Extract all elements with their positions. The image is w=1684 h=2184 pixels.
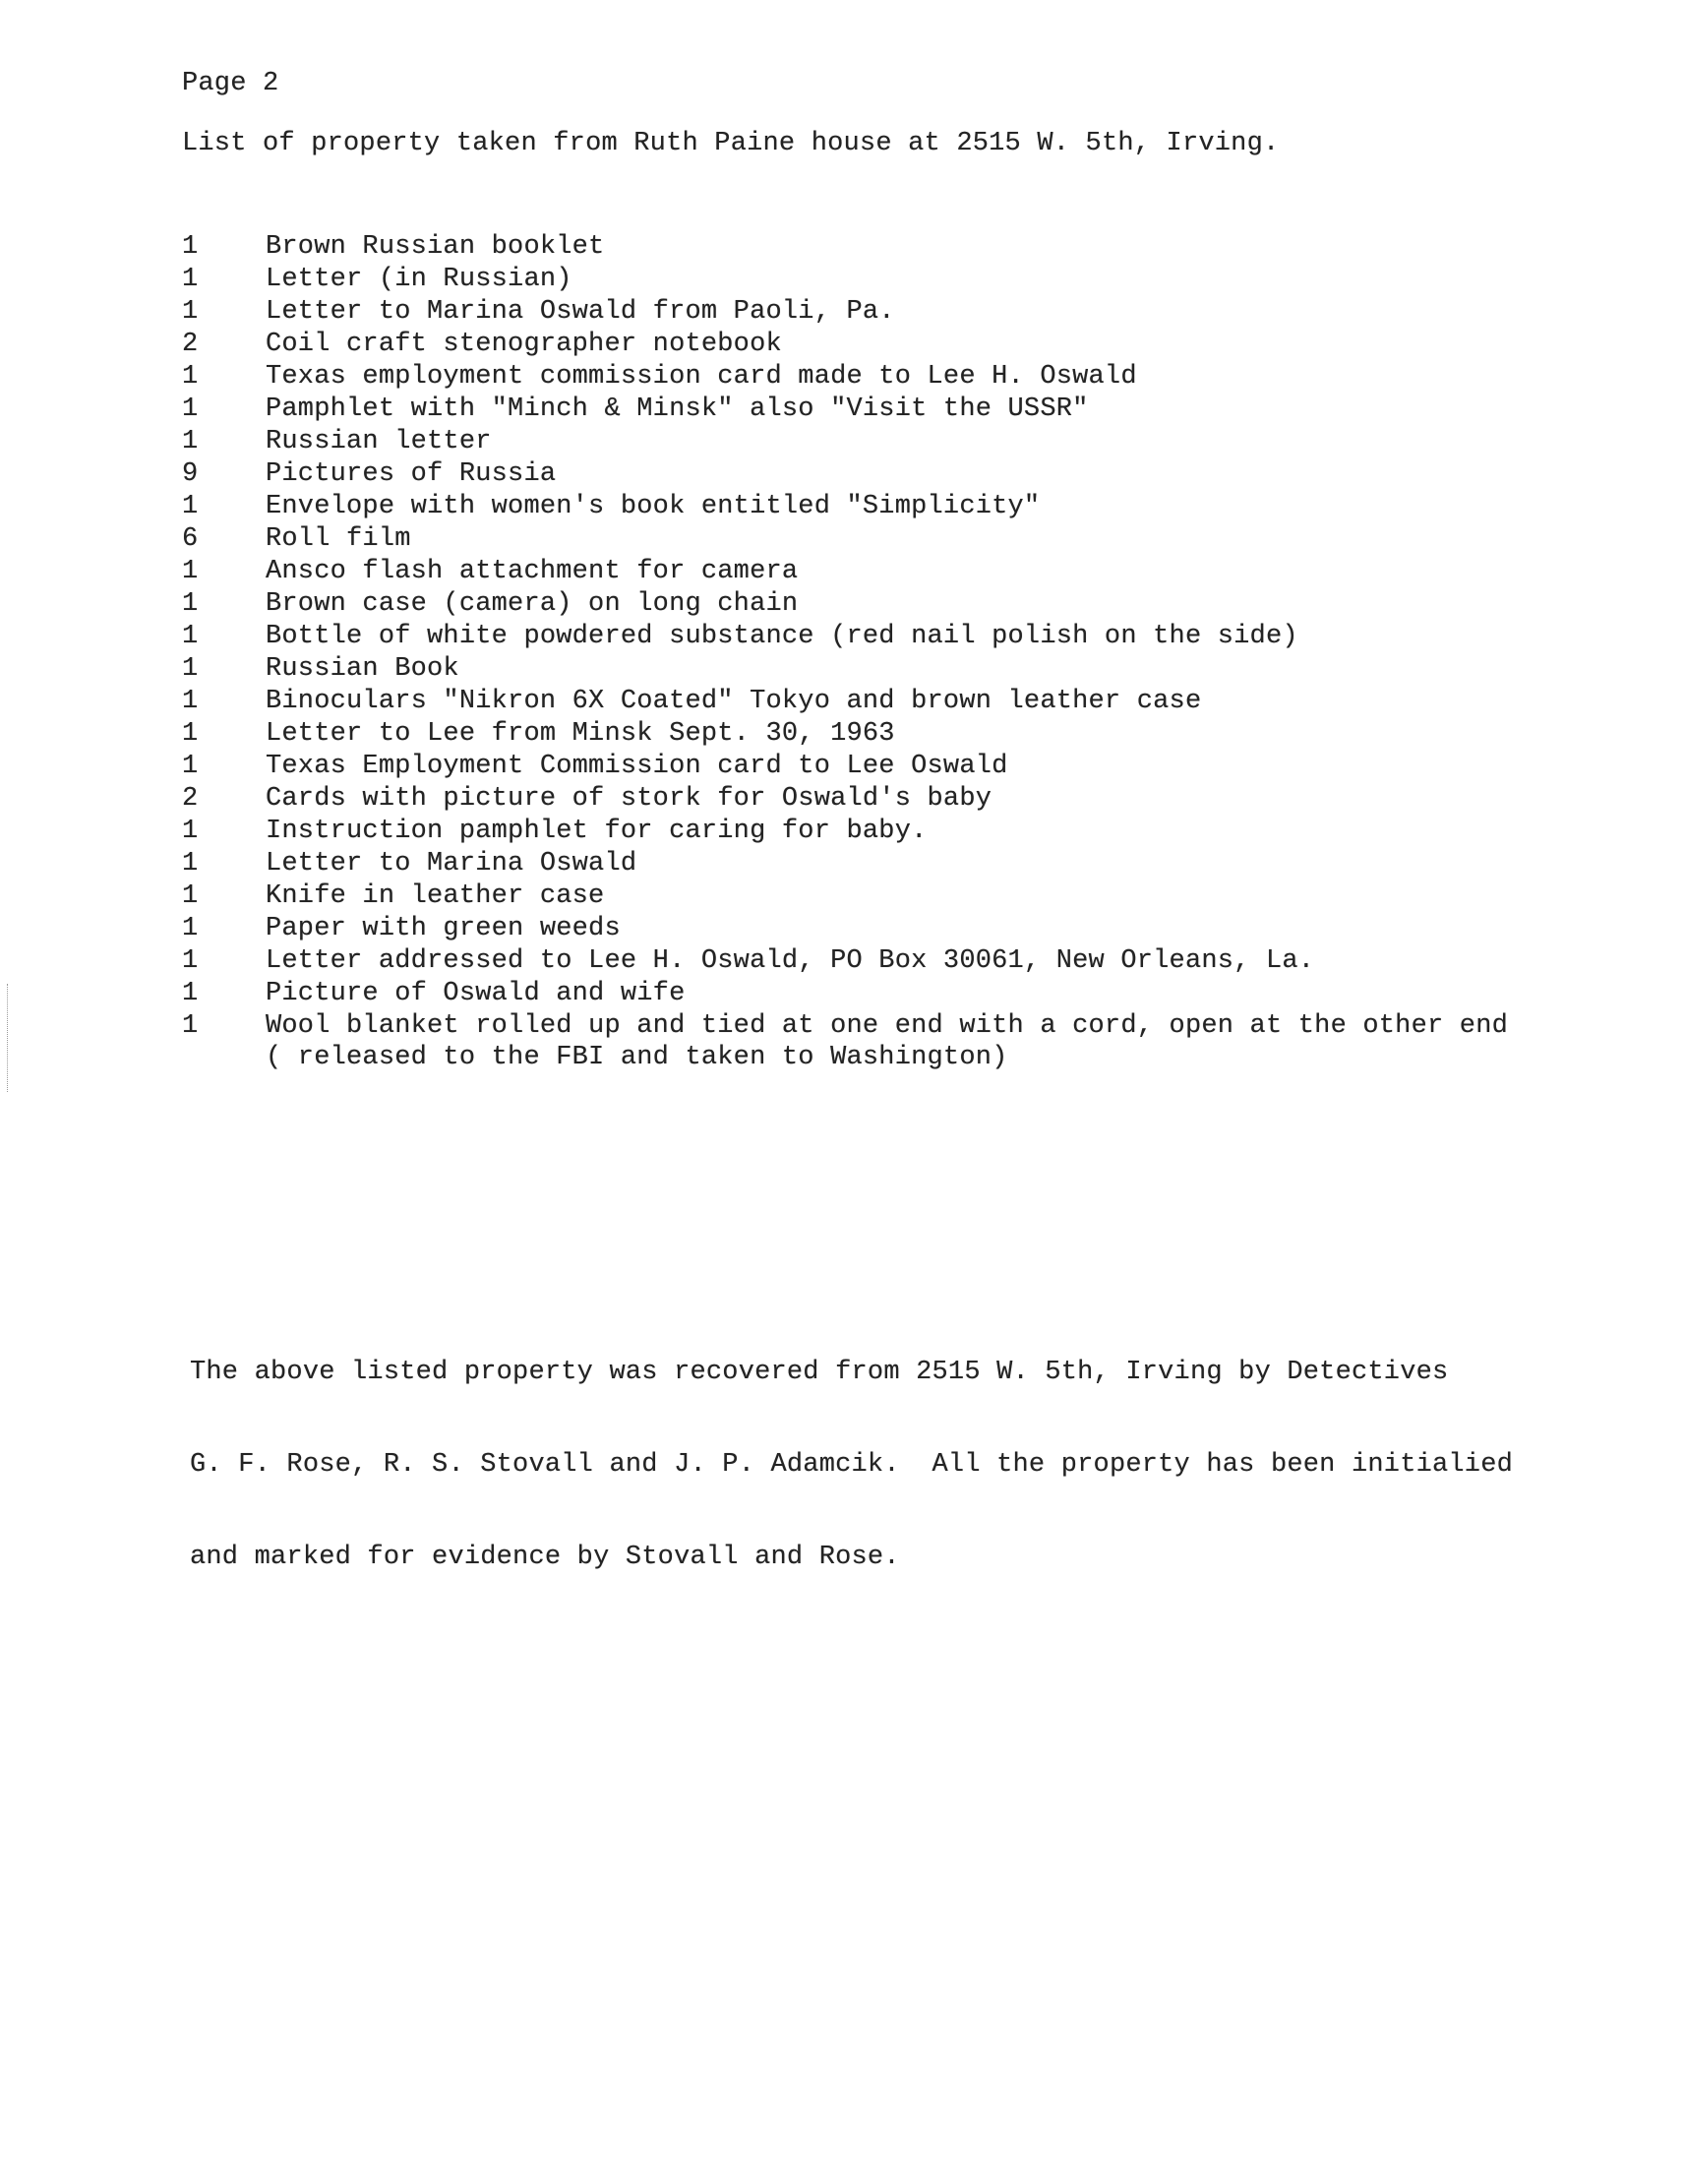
item-description: Knife in leather case [266,881,605,911]
list-item [182,1011,1539,1044]
list-item [182,394,1539,427]
item-description: Brown Russian booklet [266,232,605,262]
item-description: Ansco flash attachment for camera [266,557,799,586]
list-item [182,622,1539,654]
list-item [182,265,1539,297]
list-item [182,817,1539,849]
property-list [182,232,1539,1044]
item-description: Cards with picture of stork for Oswald's baby [266,784,992,814]
item-description: Brown case (camera) on long chain [266,589,799,619]
item-quantity: 1 [182,1011,199,1041]
item-quantity: 1 [182,265,199,294]
list-item [182,362,1539,394]
item-description: Letter to Marina Oswald [266,849,637,879]
item-quantity: 1 [182,232,199,262]
item-quantity: 1 [182,979,199,1008]
list-item [182,687,1539,719]
item-description: Roll film [266,524,411,554]
item-quantity: 1 [182,687,199,716]
item-description: Picture of Oswald and wife [266,979,686,1008]
item-quantity: 6 [182,524,199,554]
item-description: Letter (in Russian) [266,265,572,294]
item-quantity: 1 [182,817,199,846]
item-quantity: 2 [182,330,199,359]
list-item [182,849,1539,881]
document-heading: List of property taken from Ruth Paine house at 2515 W. 5th, Irving. [182,129,1280,158]
item-description: Texas Employment Commission card to Lee Oswald [266,752,1008,781]
list-item [182,330,1539,362]
item-description: Coil craft stenographer notebook [266,330,782,359]
item-quantity: 1 [182,297,199,327]
item-quantity: 1 [182,589,199,619]
closing-line: The above listed property was recovered from 2515 W. 5th, Irving by Detectives [190,1358,1449,1387]
item-quantity: 1 [182,394,199,424]
closing-line: and marked for evidence by Stovall and Rose. [190,1543,900,1572]
item-note: ( released to the FBI and taken to Washington) [266,1043,1008,1072]
item-description: Binoculars "Nikron 6X Coated" Tokyo and brown leather case [266,687,1202,716]
item-quantity: 9 [182,459,199,489]
list-item [182,297,1539,330]
list-item [182,459,1539,492]
item-quantity: 1 [182,719,199,749]
list-item [182,946,1539,979]
item-description: Letter addressed to Lee H. Oswald, PO Box 30061, New Orleans, La. [266,946,1315,976]
list-item [182,654,1539,687]
item-description: Wool blanket rolled up and tied at one end with a cord, open at the other end [266,1011,1509,1041]
item-quantity: 1 [182,946,199,976]
list-item [182,589,1539,622]
item-description: Pamphlet with "Minch & Minsk" also "Visit the USSR" [266,394,1089,424]
list-item [182,752,1539,784]
item-description: Letter to Lee from Minsk Sept. 30, 1963 [266,719,895,749]
item-quantity: 1 [182,427,199,456]
item-quantity: 1 [182,362,199,392]
item-quantity: 1 [182,914,199,943]
item-description: Envelope with women's book entitled "Simplicity" [266,492,1041,521]
list-item [182,979,1539,1011]
list-item [182,232,1539,265]
list-item [182,719,1539,752]
item-description: Instruction pamphlet for caring for baby. [266,817,928,846]
item-quantity: 1 [182,557,199,586]
list-item [182,881,1539,914]
item-quantity: 1 [182,492,199,521]
item-quantity: 1 [182,622,199,651]
list-item [182,524,1539,557]
closing-line: G. F. Rose, R. S. Stovall and J. P. Adamcik. All the property has been initialied [190,1450,1514,1480]
list-item [182,914,1539,946]
page-number: Page 2 [182,69,279,98]
item-description: Bottle of white powdered substance (red nail polish on the side) [266,622,1298,651]
item-description: Russian Book [266,654,459,684]
item-quantity: 1 [182,752,199,781]
item-quantity: 1 [182,881,199,911]
list-item [182,427,1539,459]
item-quantity: 2 [182,784,199,814]
margin-mark [7,984,9,1092]
closing-statement [190,1299,1567,1635]
list-item [182,557,1539,589]
item-quantity: 1 [182,849,199,879]
item-description: Pictures of Russia [266,459,557,489]
item-quantity: 1 [182,654,199,684]
item-description: Texas employment commission card made to Lee H. Oswald [266,362,1137,392]
item-description: Letter to Marina Oswald from Paoli, Pa. [266,297,895,327]
list-item [182,492,1539,524]
item-description: Russian letter [266,427,492,456]
list-item [182,784,1539,817]
item-description: Paper with green weeds [266,914,621,943]
